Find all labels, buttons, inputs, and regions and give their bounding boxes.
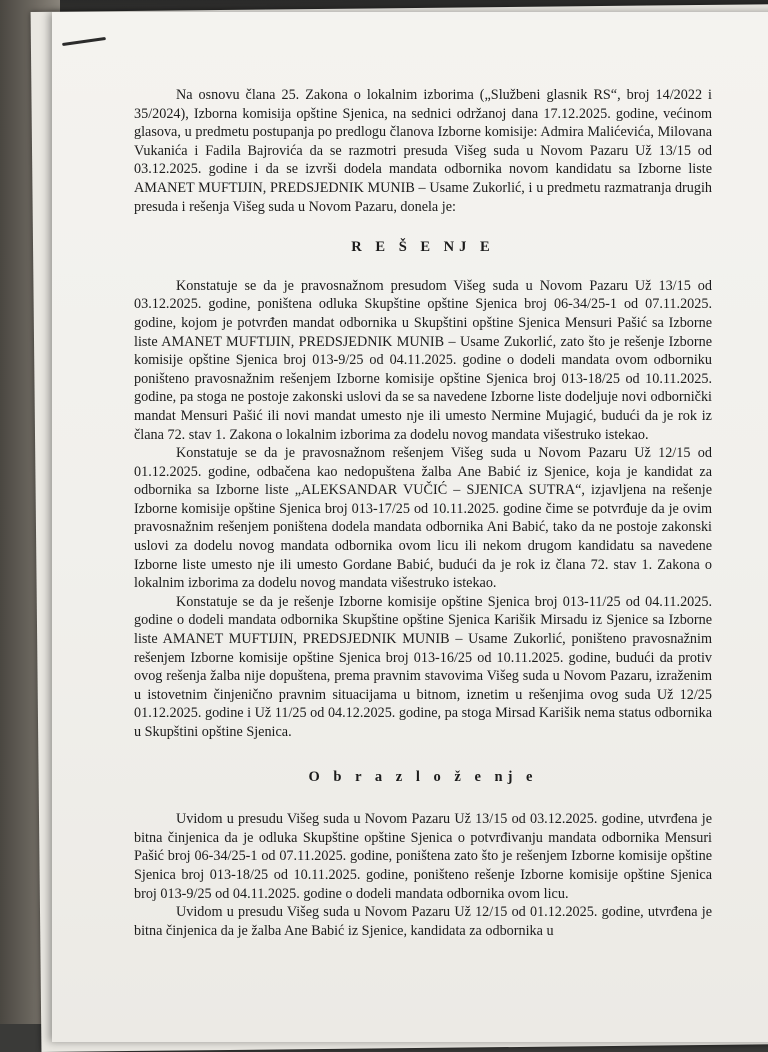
- resenje-paragraph-1: Konstatuje se da je pravosnažnom presudom Višeg suda u Novom Pazaru Už 13/15 od 03.12.2025. godine, poništena odluka Skupštine opštine Sjenica broj 06-34/25-1 od 07.11.2025. godine, kojom je potvrđen mandat odbornika u Skupštini opštine Sjenica Mensuri Pašić sa Izborne liste AMANET MUFTIJIN, PREDSJEDNIK MUNIB – Usame Zukorlić, zato što je rešenje Izborne komisije opštine Sjenica broj 013-9/25 od 04.11.2025. godine o dodeli mandata ovom odborniku poništeno pravosnažnim rešenjem Izborne komisije opštine Sjenica broj 013-18/25 od 10.11.2025. godine, pa stoga ne postoje zakonski uslovi da se sa navedene Izborne liste dodeljuje novi odbornički mandat Mensuri Pašić ili novi mandat umesto nje ili umesto Nermine Mujagić, budući da je rok iz člana 72. stav 1. Zakona o lokalnim izborima za dodelu novog mandata višestruko istekao.: [134, 277, 712, 443]
- heading-resenje: R E Š E NJ E: [351, 239, 495, 256]
- document-body: [134, 86, 712, 940]
- obrazlozenje-paragraph-2: Uvidom u presudu Višeg suda u Novom Pazaru Už 12/15 od 01.12.2025. godine, utvrđena je bitna činjenica da je žalba Ane Babić iz Sjenice, kandidata za odbornika u: [134, 904, 712, 939]
- heading-obrazlozenje: O b r a z l o ž e nj e: [308, 768, 538, 785]
- obrazlozenje-paragraph-1: Uvidom u presudu Višeg suda u Novom Pazaru Už 13/15 od 03.12.2025. godine, utvrđena je bitna činjenica da je odluka Skupštine opštine Sjenica o potvrđivanju mandata odbornika Mensuri Pašić broj 06-34/25-1 od 07.11.2025. godine, poništena zato što je rešenjem Izborne komisije opštine Sjenica broj 013-18/25 od 10.11.2025. godine, poništeno rešenje Izborne komisije opštine Sjenica broj 013-9/25 od 04.11.2025. godine o dodeli mandata odbornika ovom licu.: [134, 811, 712, 902]
- resenje-paragraph-3: Konstatuje se da je rešenje Izborne komisije opštine Sjenica broj 013-11/25 od 04.11.2025. godine o dodeli mandata odbornika Skupštine opštine Sjenica Karišik Mirsadu iz Sjenice sa Izborne liste AMANET MUFTIJIN, PREDSJEDNIK MUNIB – Usame Zukorlić, poništeno pravosnažnim rešenjem Izborne komisije opštine Sjenica broj 013-16/25 od 10.11.2025. godine, budući da protiv ovog rešenja žalba nije dopuštena, prema pravnim stavovima Višeg suda u Novom Pazaru, izraženim u istovetnim činjenično pravnim situacijama u bitnom, iznetim u rešenjima ovog suda Už 12/25 01.12.2025. godine i Už 11/25 od 04.12.2025. godine, pa stoga Mirsad Karišik nema status odbornika u Skupštini opštine Sjenica.: [134, 593, 712, 740]
- intro-paragraph: Na osnovu člana 25. Zakona o lokalnim izborima („Službeni glasnik RS“, broj 14/2022 i 35/2024), Izborna komisija opštine Sjenica, na sednici održanoj dana 17.12.2025. godine, većinom glasova, u predmetu postupanja po predlogu članova Izborne komisije: Admira Malićevića, Milovana Vukanića i Fadila Bajrovića da se razmotri presuda Višeg suda u Novom Pazaru Už 13/15 od 03.12.2025. godine i da se izvrši dodela mandata odbornika novom kandidatu sa Izborne liste AMANET MUFTIJIN, PREDSJEDNIK MUNIB – Usame Zukorlić, i u predmetu razmatranja drugih presuda i rešenja Višeg suda u Novom Pazaru, donela je:: [134, 87, 712, 215]
- resenje-paragraph-2: Konstatuje se da je pravosnažnom rešenjem Višeg suda u Novom Pazaru Už 12/15 od 01.12.2025. godine, odbačena kao nedopuštena žalba Ane Babić iz Sjenice, koja je kandidat za odbornika sa Izborne liste „ALEKSANDAR VUČIĆ – SJENICA SUTRA“, izjavljena na rešenje Izborne komisije opštine Sjenica broj 013-17/25 od 10.11.2025. godine čime se potvrđuje da je ovim pravosnažnim rešenjem poništena dodela mandata odbornika Ani Babić, tako da ne postoje zakonski uslovi za dodelu novog mandata odbornika ovom licu ili nekom drugom kandidatu sa navedene Izborne liste umesto nje ili umesto Gordane Babić, budući da je rok iz člana 72. stav 1. Zakona o lokalnim izborima za dodelu novog mandata višestruko istekao.: [134, 445, 712, 592]
